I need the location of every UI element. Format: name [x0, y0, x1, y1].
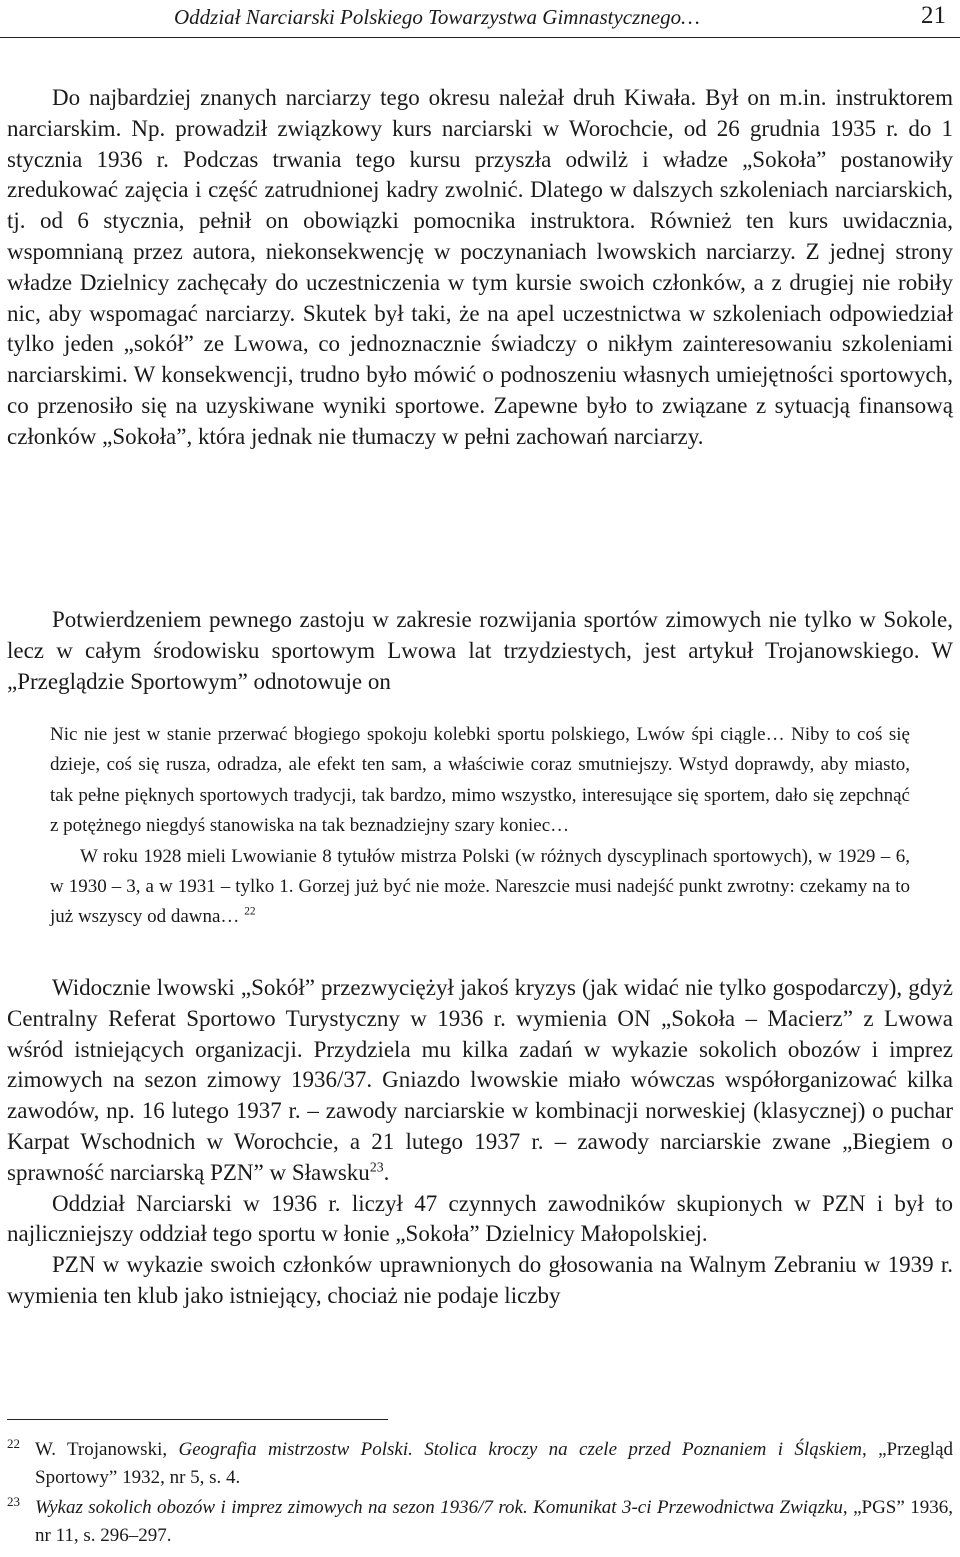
footnote-divider — [7, 1419, 388, 1420]
paragraph-text: Widocznie lwowski „Sokół” przezwyciężył jakoś kryzys (jak widać nie tylko gospodarczy), gdyż Centralny Referat Sportowo Turystyczny w 1936 r. wymienia ON „Sokoła – Macierz” z Lwowa wśród istniejących organizacji. Przydziela mu kilka zadań w wykazie sokolich obozów i imprez zimowych na sezon zimowy 1936/37. Gniazdo lwowskie miało wówczas współorganizować kilka zawodów, np. 16 lutego 1937 r. – zawody narciarskie w kombinacji norweskiej (klasycznej) o puchar Karpat Wschodnich w Worochcie, a 21 lutego 1937 r. – zawody narciarskie zwane „Biegiem o sprawność narciarską PZN” w Sławsku — [7, 975, 953, 1185]
block-quote — [50, 720, 910, 933]
running-title: Oddział Narciarski Polskiego Towarzystwa Gimnastycznego… — [174, 5, 700, 29]
footnote-text — [35, 1494, 953, 1550]
quote-paragraph-2 — [50, 842, 910, 933]
footnote-ref-22: 22 — [244, 906, 256, 919]
paragraph-kiwala — [7, 83, 953, 453]
paragraphs-after-quote — [7, 973, 953, 1312]
paragraph-text: Potwierdzeniem pewnego zastoju w zakresie rozwijania sportów zimowych nie tylko w Sokole, lecz w całym środowisku sportowym Lwowa lat trzydziestych, jest artykuł Trojanowskiego. W „Przeglądzie Sportowym” odnotowuje on — [7, 607, 953, 694]
paragraph-sokol — [7, 973, 953, 1189]
page-header — [0, 0, 960, 38]
footnote-ref-23: 23 — [369, 1159, 384, 1175]
sentence-end: . — [383, 1159, 390, 1185]
quote-text: W roku 1928 mieli Lwowianie 8 tytułów mistrza Polski (w różnych dyscyplinach sportowych), w 1929 – 6, w 1930 – 3, a w 1931 – tylko 1. Gorzej już być nie może. Nareszcie musi nadejść punkt zwrotny: czekamy na to już wszyscy od dawna… — [50, 845, 910, 928]
footnote-text — [35, 1436, 953, 1492]
footnote-number: 23 — [7, 1494, 20, 1509]
footnote-23 — [7, 1494, 953, 1550]
paragraph-oddzial: Oddział Narciarski w 1936 r. liczył 47 czynnych zawodników skupionych w PZN i był to najliczniejszy oddział tego sportu w łonie „Sokoła” Dzielnicy Małopolskiej. — [7, 1190, 953, 1247]
footnote-source: , „Przegląd Sportowy” 1932, nr 5, s. 4. — [35, 1439, 953, 1488]
footnotes — [7, 1436, 953, 1552]
footnote-source: , „PGS” 1936, nr 11, s. 296–297. — [35, 1497, 953, 1546]
footnote-number: 22 — [7, 1436, 20, 1451]
footnote-title: Wykaz sokolich obozów i imprez zimowych na sezon 1936/7 rok. Komunikat 3-ci Przewodnictwa Związku — [35, 1497, 843, 1518]
paragraph-pzn: PZN w wykazie swoich członków uprawnionych do głosowania na Walnym Zebraniu w 1939 r. wymienia ten klub jako istniejący, chociaż nie podaje liczby — [7, 1252, 953, 1308]
paragraph-trojanowski — [7, 605, 953, 697]
paragraph-text: Do najbardziej znanych narciarzy tego okresu należał druh Kiwała. Był on m.in. instruktorem narciarskim. Np. prowadził związkowy kurs narciarski w Worochcie, od 26 grudnia 1935 r. do 1 stycznia 1936 r. Podczas trwania tego kursu przyszła odwilż i władze „Sokoła” postanowiły zredukować zajęcia i część zatrudnionej kadry zwolnić. Dlatego w dalszych szkoleniach narciarskich, tj. od 6 stycznia, pełnił on obowiązki pomocnika instruktora. Również ten kurs uwidacznia, wspomnianą przez autora, niekonsekwencję w poczynaniach lwowskich narciarzy. Z jednej strony władze Dzielnicy zachęcały do uczestniczenia w tym kursie swoich członków, a z drugiej nie robiły nic, aby wspomagać narciarzy. Skutek był taki, że na apel uczestnictwa w szkoleniach odpowiedział tylko jeden „sokół” ze Lwowa, co jednoznacznie świadczy o nikłym zainteresowaniu szkoleniami narciarskimi. W konsekwencji, trudno było mówić o podnoszeniu własnych umiejętności sportowych, co przenosiło się na uzyskiwane wyniki sportowe. Zapewne było to związane z sytuacją finansową członków „Sokoła”, która jednak nie tłumaczy w pełni zachowań narciarzy. — [7, 85, 953, 449]
footnote-author: W. Trojanowski, — [35, 1439, 179, 1460]
footnote-title: Geografia mistrzostw Polski. Stolica kroczy na czele przed Poznaniem i Śląskiem — [178, 1439, 862, 1460]
page-number: 21 — [921, 2, 946, 29]
footnote-22 — [7, 1436, 953, 1492]
quote-paragraph-1: Nic nie jest w stanie przerwać błogiego spokoju kolebki sportu polskiego, Lwów śpi ciągle… Niby to coś się dzieje, coś się rusza, odradza, ale efekt ten sam, a właściwie coraz smutniejszy. Wstyd doprawdy, aby miasto, tak pełne pięknych sportowych tradycji, tak bardzo, mimo wszystko, interesujące się sportem, dało się zepchnąć z potężnego niegdyś stanowiska na tak beznadziejny szary koniec… — [50, 724, 910, 837]
